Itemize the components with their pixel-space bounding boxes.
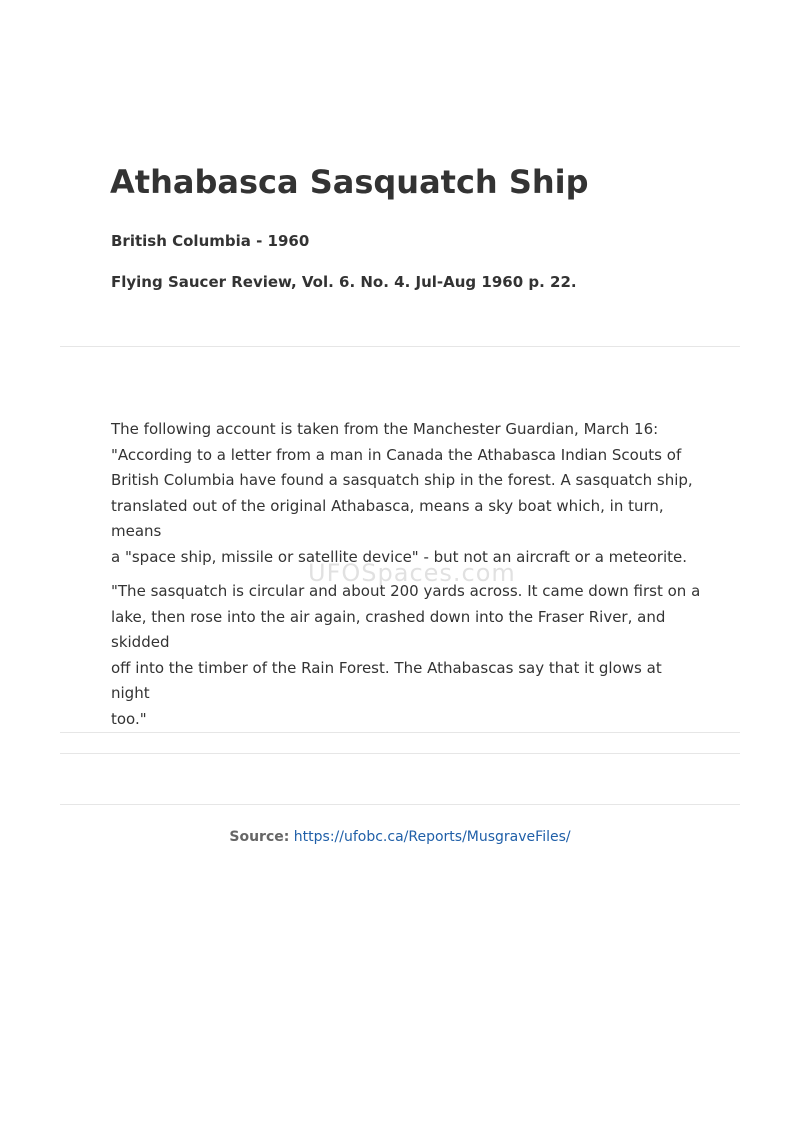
source-label: Source: [229, 829, 290, 845]
location-date: British Columbia - 1960 [111, 232, 310, 250]
page-title: Athabasca Sasquatch Ship [110, 163, 589, 201]
divider [60, 753, 740, 754]
source-link[interactable]: https://ufobc.ca/Reports/MusgraveFiles/ [293, 829, 571, 845]
divider [60, 732, 740, 733]
divider [60, 804, 740, 805]
article-paragraph-1: The following account is taken from the Manchester Guardian, March 16: "According to a letter from a man in Canada the Athabasca Indian Scouts of British Columbia have found a sasquatch ship in the forest. A sasquatch ship, translated out of the original Athabasca, means a sky boat which, in turn, means a "space ship, missile or satellite device" - but not an aircraft or a meteorite. [111, 420, 693, 566]
article-paragraph-2: "The sasquatch is circular and about 200 yards across. It came down first on a lake, then rose into the air again, crashed down into the Fraser River, and skidded off into the timber of the Rain Forest. The Athabascas say that it glows at night too." [111, 582, 701, 728]
citation: Flying Saucer Review, Vol. 6. No. 4. Jul-Aug 1960 p. 22. [111, 273, 577, 291]
watermark: UFOSpaces.com [308, 559, 516, 587]
source-line [0, 827, 800, 847]
divider [60, 346, 740, 347]
